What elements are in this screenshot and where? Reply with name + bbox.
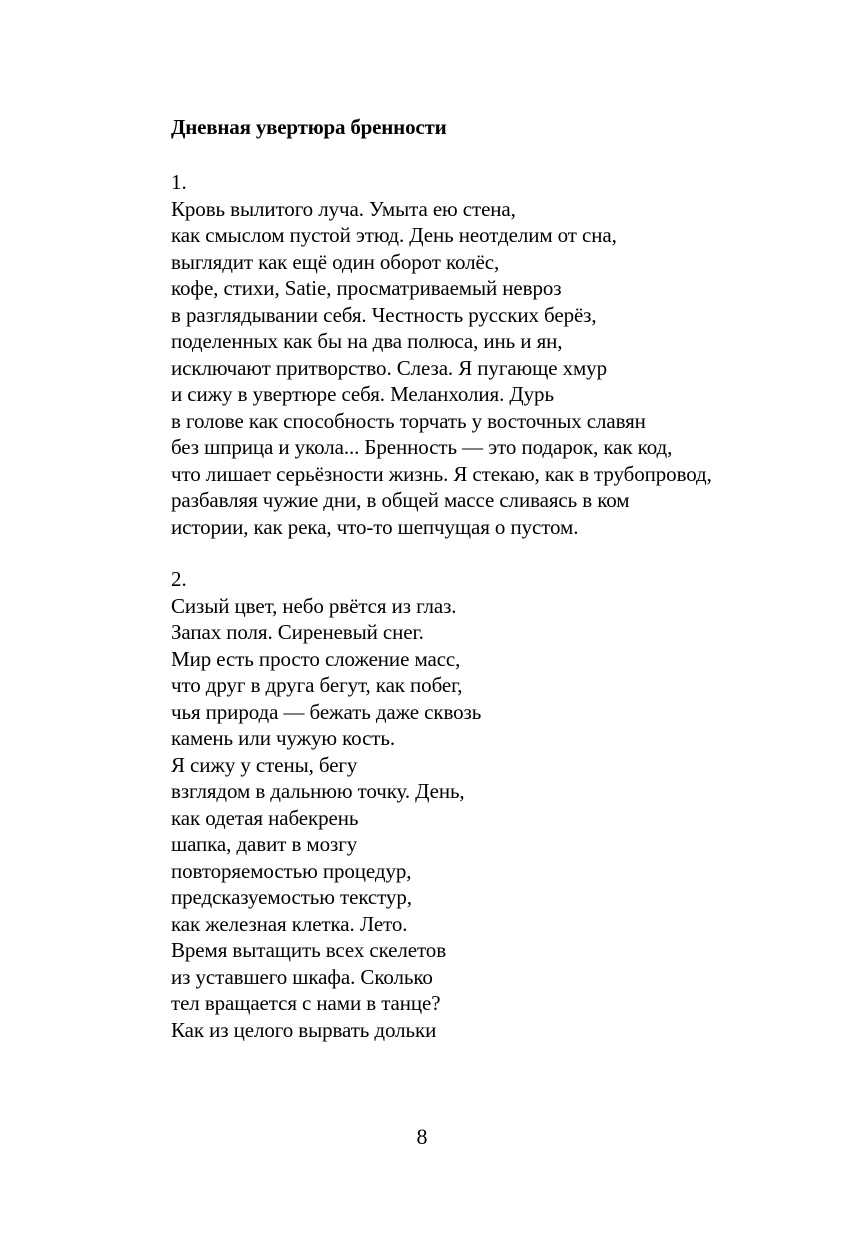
verse-line: камень или чужую кость.: [171, 726, 396, 750]
verse-line: истории, как река, что-то шепчущая о пустом.: [171, 514, 579, 539]
verse-line: Я сижу у стены, бегу: [171, 752, 358, 777]
verse-line: кофе, стихи, Satie, просматриваемый невроз: [171, 276, 562, 300]
section-1: [171, 169, 791, 540]
verse-line: как железная клетка. Лето.: [171, 911, 408, 936]
verse-line: Запах поля. Сиреневый снег.: [171, 620, 424, 644]
verse-line: как одетая набекрень: [171, 805, 359, 830]
verse-line: что друг в друга бегут, как побег,: [171, 673, 463, 697]
verse-line: предсказуемостью текстур,: [171, 885, 412, 909]
verse-line: Время вытащить всех скелетов: [171, 938, 447, 962]
verse-line: Кровь вылитого луча. Умыта ею стена,: [171, 196, 516, 221]
verse-line: чья природа — бежать даже сквозь: [171, 699, 482, 724]
verse-line: в голове как способность торчать у восточных славян: [171, 408, 646, 433]
verse-line: Сизый цвет, небо рвётся из глаз.: [171, 593, 457, 618]
verse-line: тел вращается с нами в танце?: [171, 991, 441, 1015]
verse-line: Мир есть просто сложение масс,: [171, 646, 461, 671]
verse-line: повторяемостью процедур,: [171, 858, 412, 883]
verse-line: исключают притворство. Слеза. Я пугающе хмур: [171, 355, 607, 380]
page-title: Дневная увертюра бренности: [171, 115, 447, 139]
verse-line: выглядит как ещё один оборот колёс,: [171, 249, 500, 274]
verse-line: разбавляя чужие дни, в общей массе сливаясь в ком: [171, 488, 630, 512]
verse-line: что лишает серьёзности жизнь. Я стекаю, как в трубопровод,: [171, 461, 712, 486]
section-number: 2.: [171, 567, 187, 591]
section-2: [171, 566, 791, 1043]
page-content: [171, 112, 791, 1043]
section-number: 1.: [171, 170, 187, 194]
verse-line: и сижу в увертюре себя. Меланхолия. Дурь: [171, 382, 554, 406]
verse-line: поделенных как бы на два полюса, инь и ян,: [171, 329, 563, 353]
verse-line: в разглядывании себя. Честность русских берёз,: [171, 302, 597, 327]
verse-line: Как из целого вырвать дольки: [171, 1017, 437, 1042]
verse-line: из уставшего шкафа. Сколько: [171, 964, 433, 989]
verse-line: шапка, давит в мозгу: [171, 832, 358, 856]
verse-line: как смыслом пустой этюд. День неотделим от сна,: [171, 223, 617, 247]
verse-line: без шприца и укола... Бренность — это подарок, как код,: [171, 435, 673, 459]
verse-line: взглядом в дальнюю точку. День,: [171, 779, 465, 803]
page-number: 8: [416, 1124, 428, 1149]
